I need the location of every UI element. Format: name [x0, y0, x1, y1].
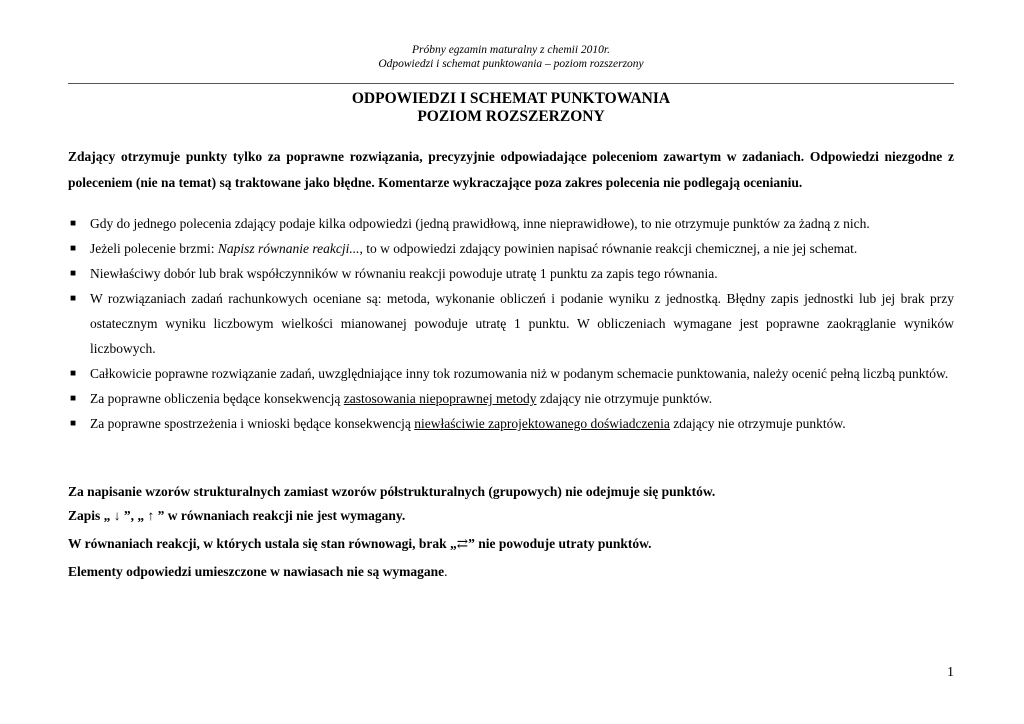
rule-text: Całkowicie poprawne rozwiązanie zadań, uwzględniające inny tok rozumowania niż w podanym schemacie punktowania, należy ocenić pełną liczbą punktów. [90, 366, 949, 381]
list-item [68, 411, 954, 436]
title-line-1: ODPOWIEDZI I SCHEMAT PUNKTOWANIA [351, 90, 671, 107]
list-item [68, 286, 954, 361]
header-line-1: Próbny egzamin maturalny z chemii 2010r. [411, 44, 611, 56]
rule-text-pre: Jeżeli polecenie brzmi: [90, 241, 218, 256]
list-item [68, 261, 954, 286]
bullet-icon: ■ [70, 293, 77, 304]
rule-text-post: zdający nie otrzymuje punktów. [669, 416, 846, 431]
equilibrium-arrow-icon: ⇄ [456, 536, 469, 551]
note-brackets [68, 560, 954, 584]
bullet-icon: ■ [70, 368, 77, 379]
header-divider [68, 83, 954, 84]
bullet-icon: ■ [70, 268, 77, 279]
rule-text-pre: Za poprawne obliczenia będące konsekwencją [90, 391, 344, 406]
list-item [68, 211, 954, 236]
bullet-icon: ■ [70, 393, 77, 404]
list-item [68, 361, 954, 386]
page-number: 1 [947, 665, 954, 680]
running-header [68, 43, 954, 71]
page-title [68, 90, 954, 126]
note-brackets-period: . [444, 564, 448, 579]
note-equilibrium [68, 532, 954, 556]
rule-emphasis: Napisz równanie reakcji... [217, 241, 360, 256]
rule-text: Gdy do jednego polecenia zdający podaje kilka odpowiedzi (jedną prawidłową, inne nieprawidłowe), to nie otrzymuje punktów za żadną z nich. [90, 216, 870, 231]
rule-text-post: zdający nie otrzymuje punktów. [536, 391, 713, 406]
bullet-icon: ■ [70, 218, 77, 229]
rule-text-post: , to w odpowiedzi zdający powinien napisać równanie reakcji chemicznej, a nie jej schemat. [359, 241, 858, 256]
list-item [68, 236, 954, 261]
header-line-2: Odpowiedzi i schemat punktowania – poziom rozszerzony [378, 58, 644, 70]
scoring-rules-list [68, 211, 954, 436]
document-page [68, 0, 954, 724]
title-line-2: POZIOM ROZSZERZONY [417, 108, 605, 125]
intro-paragraph: Zdający otrzymuje punkty tylko za poprawne rozwiązania, precyzyjnie odpowiadające poleceniom zawartym w zadaniach. Odpowiedzi niezgodne z poleceniem (nie na temat) są traktowane jako błędne. Komentarze wykraczające poza zakres polecenia nie podlegają ocenianiu. [68, 149, 954, 190]
note-equilibrium-post: ” nie powoduje utraty punktów. [468, 536, 652, 551]
rule-text: Niewłaściwy dobór lub brak współczynników w równaniu reakcji powoduje utratę 1 punktu za zapis tego równania. [90, 266, 718, 281]
note-brackets-text: Elementy odpowiedzi umieszczone w nawiasach nie są wymagane [68, 564, 445, 579]
note-arrows: Zapis „ ↓ ”, „ ↑ ” w równaniach reakcji nie jest wymagany. [68, 508, 406, 523]
rule-underlined: zastosowania niepoprawnej metody [343, 391, 537, 406]
rule-text-pre: Za poprawne spostrzeżenia i wnioski będące konsekwencją [90, 416, 415, 431]
note-structural-formulas: Za napisanie wzorów strukturalnych zamiast wzorów półstrukturalnych (grupowych) nie odejmuje się punktów. [68, 484, 716, 499]
bullet-icon: ■ [70, 243, 77, 254]
list-item [68, 386, 954, 411]
note-equilibrium-pre: W równaniach reakcji, w których ustala się stan równowagi, brak „ [68, 536, 457, 551]
rule-underlined: niewłaściwie zaprojektowanego doświadczenia [414, 416, 670, 431]
bold-notes [68, 480, 954, 584]
bullet-icon: ■ [70, 418, 77, 429]
rule-text: W rozwiązaniach zadań rachunkowych oceniane są: metoda, wykonanie obliczeń i podanie wyniku z jednostką. Błędny zapis jednostki lub jej brak przy ostatecznym wyniku liczbowym wielkości mianowanej powoduje utratę 1 punktu. W obliczeniach wymagane jest poprawne zaokrąglanie wyników liczbowych. [90, 291, 954, 356]
